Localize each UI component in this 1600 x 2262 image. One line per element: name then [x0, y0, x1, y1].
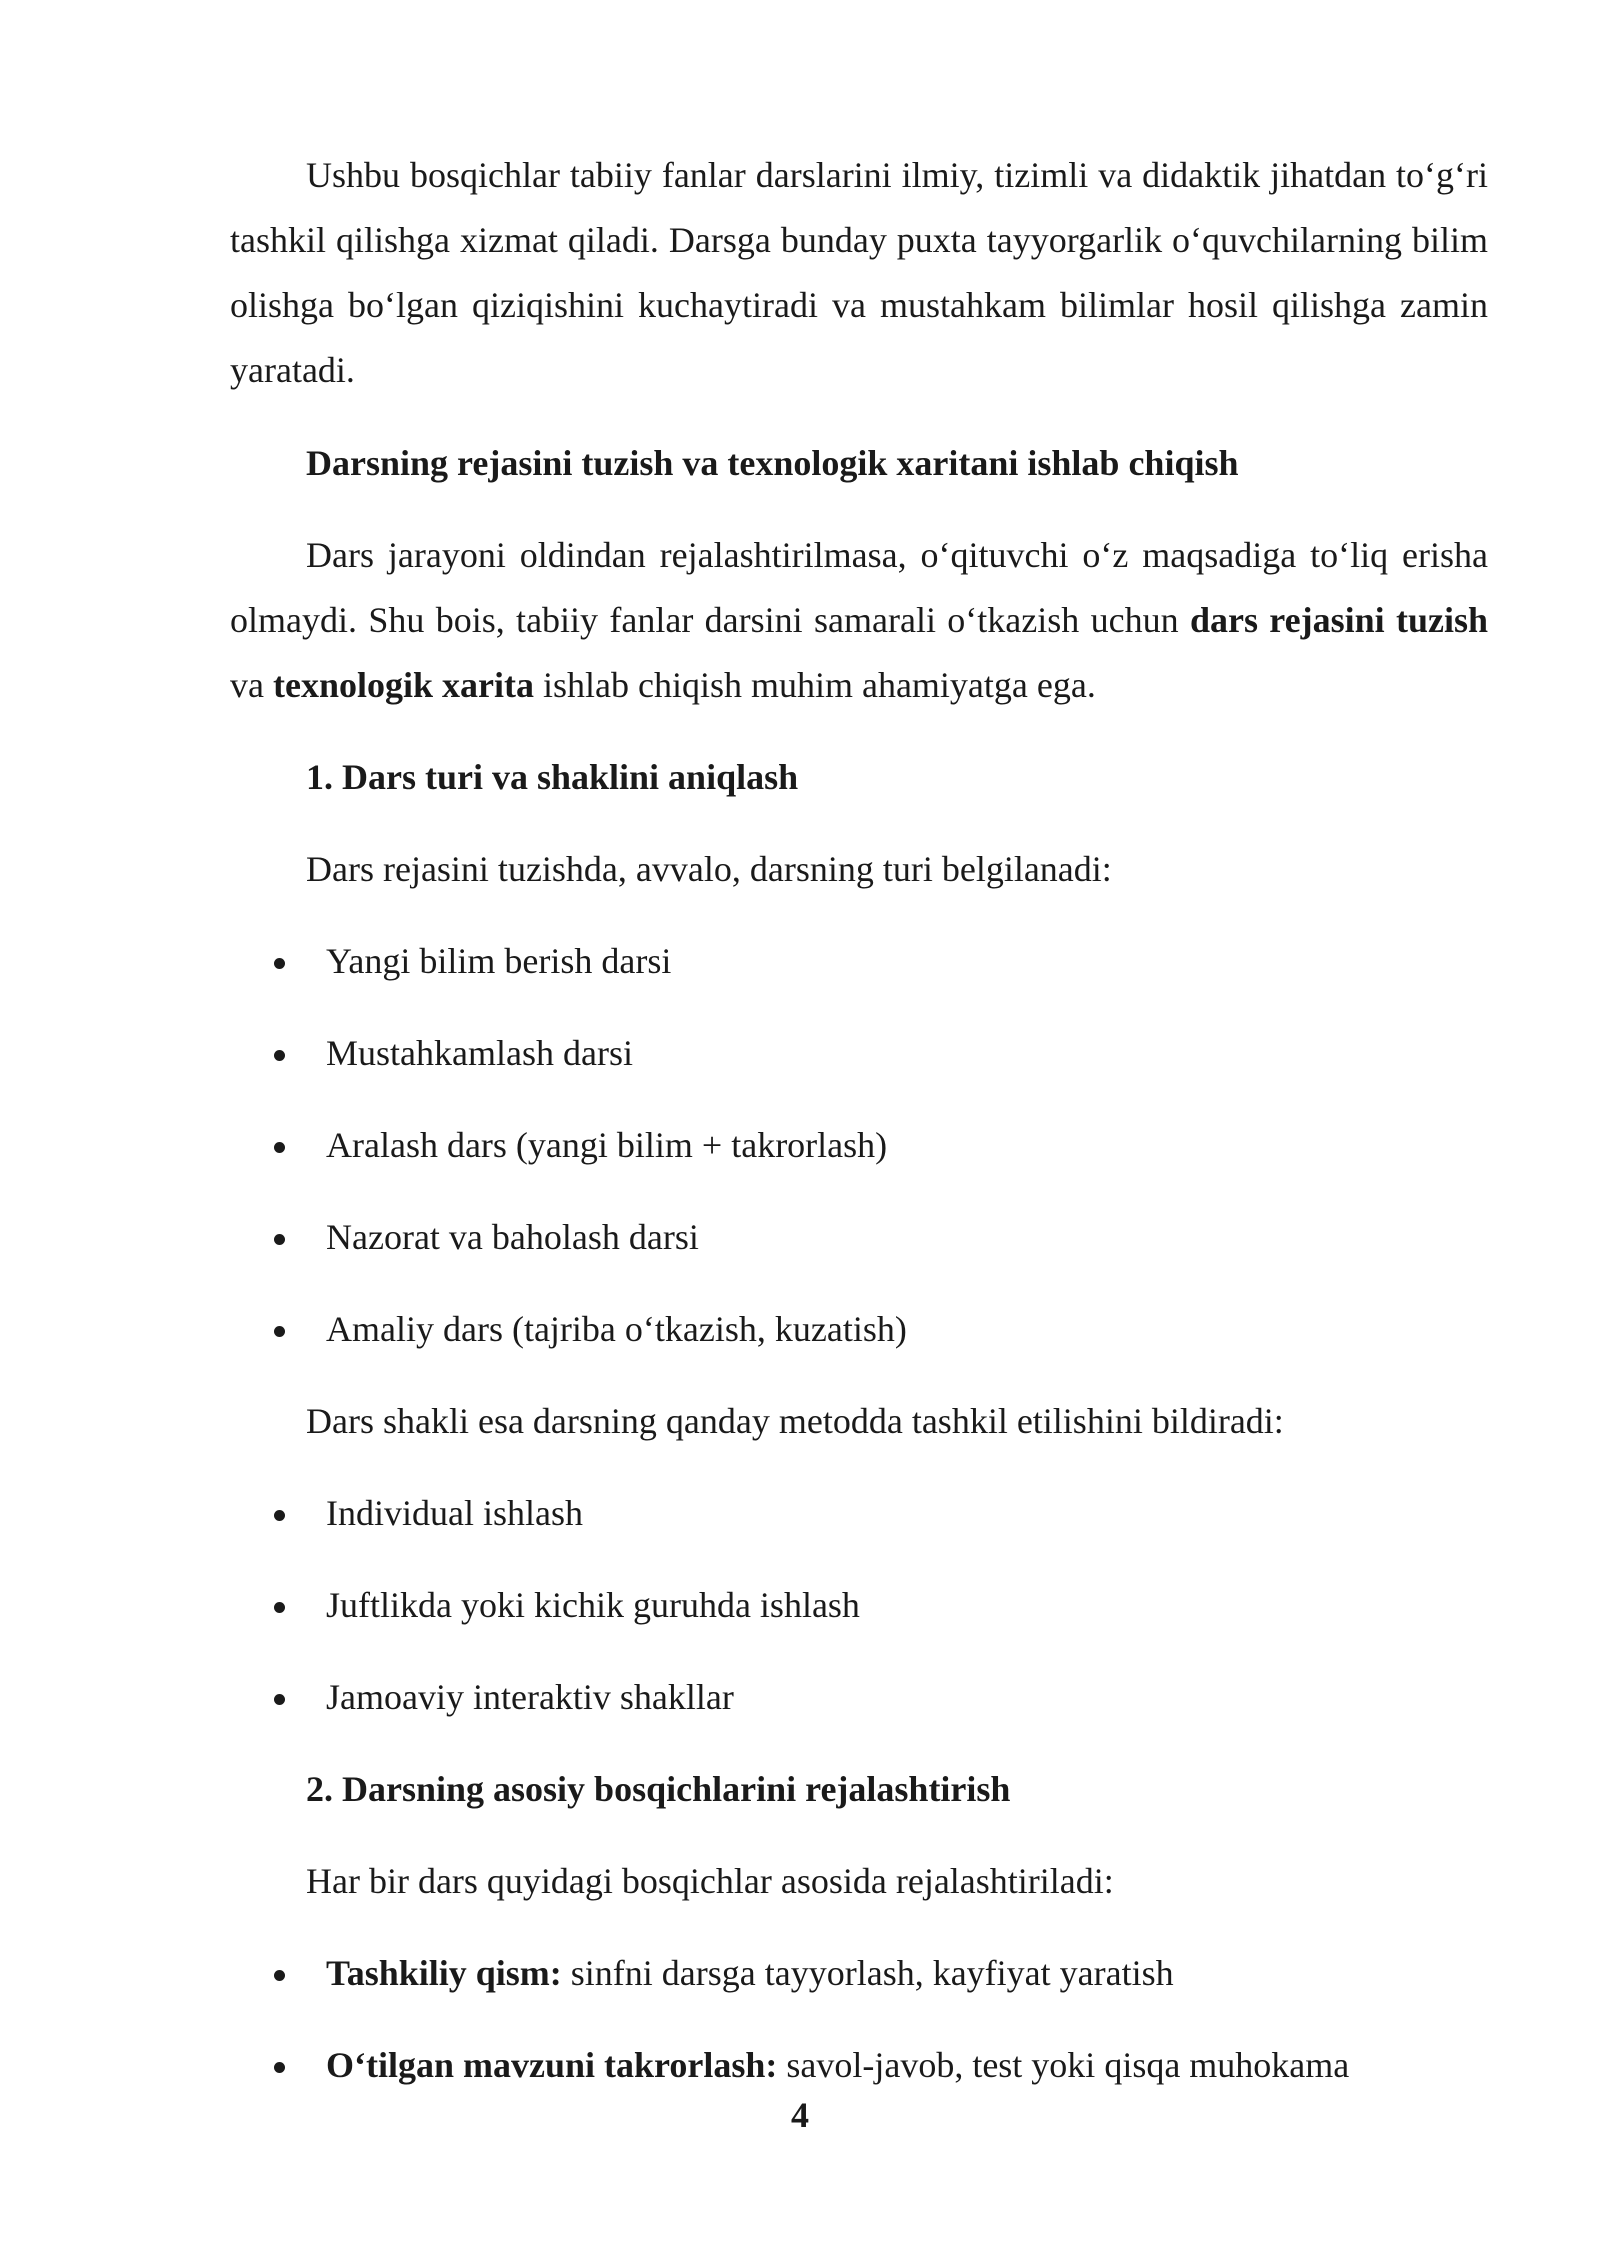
planning-text-2: va: [230, 665, 273, 705]
section-heading: Darsning rejasini tuzish va texnologik xaritani ishlab chiqish: [306, 443, 1239, 483]
bullet-icon: [274, 958, 285, 969]
list-item-text: Jamoaviy interaktiv shakllar: [326, 1677, 734, 1717]
list-item-text: Yangi bilim berish darsi: [326, 941, 672, 981]
list-item-text: Juftlikda yoki kichik guruhda ishlash: [326, 1585, 860, 1625]
planning-bold-2: texnologik xarita: [272, 665, 534, 705]
list-item-text: [326, 1941, 1174, 2006]
bullet-icon: [274, 2062, 285, 2073]
stages-intro: Har bir dars quyidagi bosqichlar asosida rejalashtiriladi:: [306, 1861, 1114, 1901]
bullet-icon: [274, 1326, 285, 1337]
planning-bold-1: dars rejasini tuzish: [1189, 600, 1488, 640]
stage-description: savol-javob, test yoki qisqa muhokama: [777, 2045, 1350, 2085]
bullet-icon: [274, 1694, 285, 1705]
intro-paragraph: Ushbu bosqichlar tabiiy fanlar darslarini ilmiy, tizimli va didaktik jihatdan to‘g‘ri tashkil qilishga xizmat qiladi. Darsga bunday puxta tayyorgarlik o‘quvchilarning bilim olishga bo‘lgan qiziqishini kuchaytiradi va mustahkam bilimlar hosil qilishga zamin yaratadi.: [230, 155, 1488, 390]
bullet-icon: [274, 1510, 285, 1521]
stage-term: Tashkiliy qism:: [326, 1953, 562, 1993]
list-item-text: [326, 2033, 1349, 2098]
list-item-text: Nazorat va baholash darsi: [326, 1217, 699, 1257]
lesson-form-intro: Dars shakli esa darsning qanday metodda tashkil etilishini bildiradi:: [306, 1401, 1284, 1441]
stage-term: O‘tilgan mavzuni takrorlash:: [326, 2045, 778, 2085]
list-item-text: Amaliy dars (tajriba o‘tkazish, kuzatish): [326, 1309, 907, 1349]
planning-text-3: ishlab chiqish muhim ahamiyatga ega.: [533, 665, 1096, 705]
planning-text-1: Dars jarayoni oldindan rejalashtirilmasa, o‘qituvchi o‘z maqsadiga to‘liq erisha olmaydi. Shu bois, tabiiy fanlar darsini samarali o‘tkazish uchun: [230, 535, 1488, 640]
stage-description: sinfni darsga tayyorlash, kayfiyat yaratish: [561, 1953, 1174, 1993]
page-number: 4: [791, 2095, 809, 2135]
list-item-text: Aralash dars (yangi bilim + takrorlash): [326, 1125, 888, 1165]
bullet-icon: [274, 1234, 285, 1245]
bullet-icon: [274, 1142, 285, 1153]
bullet-icon: [274, 1970, 285, 1981]
planning-paragraph: [230, 523, 1488, 718]
subheading-lesson-stages: 2. Darsning asosiy bosqichlarini rejalashtirish: [306, 1769, 1011, 1809]
subheading-lesson-type: 1. Dars turi va shaklini aniqlash: [306, 757, 799, 797]
list-item-text: Individual ishlash: [326, 1493, 583, 1533]
bullet-icon: [274, 1602, 285, 1613]
bullet-icon: [274, 1050, 285, 1061]
list-item-text: Mustahkamlash darsi: [326, 1033, 633, 1073]
lesson-type-intro: Dars rejasini tuzishda, avvalo, darsning turi belgilanadi:: [306, 849, 1112, 889]
